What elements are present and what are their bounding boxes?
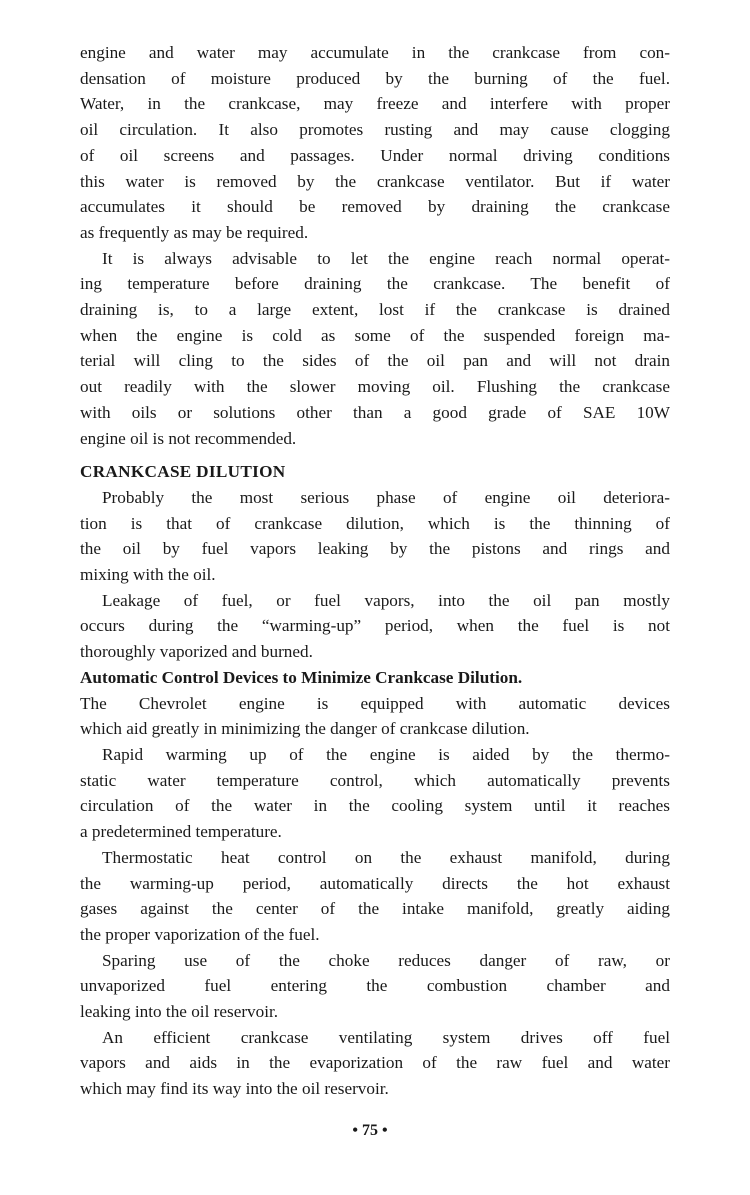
subheading-line: Automatic Control Devices to Minimize Crankcase Dilution. (80, 667, 523, 687)
text-line: Probably the most serious phase of engine oil deteriora- (102, 487, 670, 507)
text-line: a predetermined temperature. (80, 822, 282, 842)
paragraph (80, 246, 670, 452)
document-page (80, 40, 670, 1102)
page-number: • 75 • (352, 1122, 388, 1139)
text-line: vapors and aids in the evaporization of the raw fuel and water (80, 1053, 670, 1073)
text-line: An efficient crankcase ventilating system drives off fuel (102, 1027, 670, 1047)
text-line: draining is, to a large extent, lost if the crankcase is drained (80, 300, 670, 320)
text-line: gases against the center of the intake manifold, greatly aiding (80, 899, 670, 919)
paragraph (80, 588, 670, 665)
text-line: thoroughly vaporized and burned. (80, 642, 313, 662)
text-line: engine oil is not recommended. (80, 428, 297, 448)
text-line: when the engine is cold as some of the suspended foreign ma- (80, 325, 670, 345)
text-line: out readily with the slower moving oil. Flushing the crankcase (80, 377, 670, 397)
text-line: the oil by fuel vapors leaking by the pistons and rings and (80, 539, 670, 559)
paragraph (80, 665, 670, 742)
text-line: It is always advisable to let the engine reach normal operat- (102, 248, 670, 268)
text-line: Leakage of fuel, or fuel vapors, into the oil pan mostly (102, 590, 670, 610)
paragraph (80, 485, 670, 588)
text-line: with oils or solutions other than a good grade of SAE 10W (80, 402, 670, 422)
text-line: oil circulation. It also promotes rusting and may cause clogging (80, 120, 670, 140)
text-line: Rapid warming up of the engine is aided by the thermo- (102, 744, 670, 764)
text-line: the warming-up period, automatically directs the hot exhaust (80, 873, 670, 893)
section-heading: CRANKCASE DILUTION (80, 462, 286, 482)
text-line: mixing with the oil. (80, 565, 216, 585)
paragraph (80, 742, 670, 845)
text-line: engine and water may accumulate in the crankcase from con- (80, 43, 670, 62)
text-line: The Chevrolet engine is equipped with automatic devices (80, 693, 670, 713)
text-line: Water, in the crankcase, may freeze and interfere with proper (80, 94, 670, 114)
text-line: as frequently as may be required. (80, 222, 309, 242)
text-line: which aid greatly in minimizing the danger of crankcase dilution. (80, 719, 530, 739)
paragraph (80, 1025, 670, 1102)
paragraph (80, 948, 670, 1025)
text-line: ing temperature before draining the crankcase. The benefit of (80, 274, 670, 294)
text-line: densation of moisture produced by the burning of the fuel. (80, 68, 670, 88)
text-line: unvaporized fuel entering the combustion chamber and (80, 976, 670, 996)
text-line: of oil screens and passages. Under normal driving conditions (80, 145, 670, 165)
text-line: static water temperature control, which automatically prevents (80, 770, 670, 790)
paragraph (80, 40, 670, 246)
text-line: the proper vaporization of the fuel. (80, 924, 320, 944)
text-line: tion is that of crankcase dilution, which is the thinning of (80, 513, 670, 533)
text-line: leaking into the oil reservoir. (80, 1002, 279, 1022)
text-line: this water is removed by the crankcase ventilator. But if water (80, 171, 670, 191)
text-line: circulation of the water in the cooling system until it reaches (80, 796, 670, 816)
text-line: terial will cling to the sides of the oil pan and will not drain (80, 351, 670, 371)
text-line: Thermostatic heat control on the exhaust manifold, during (102, 847, 670, 867)
text-line: Sparing use of the choke reduces danger of raw, or (102, 950, 670, 970)
text-line: accumulates it should be removed by draining the crankcase (80, 197, 670, 217)
paragraph (80, 845, 670, 948)
text-line: which may find its way into the oil reservoir. (80, 1079, 389, 1099)
text-line: occurs during the “warming-up” period, when the fuel is not (80, 616, 670, 636)
